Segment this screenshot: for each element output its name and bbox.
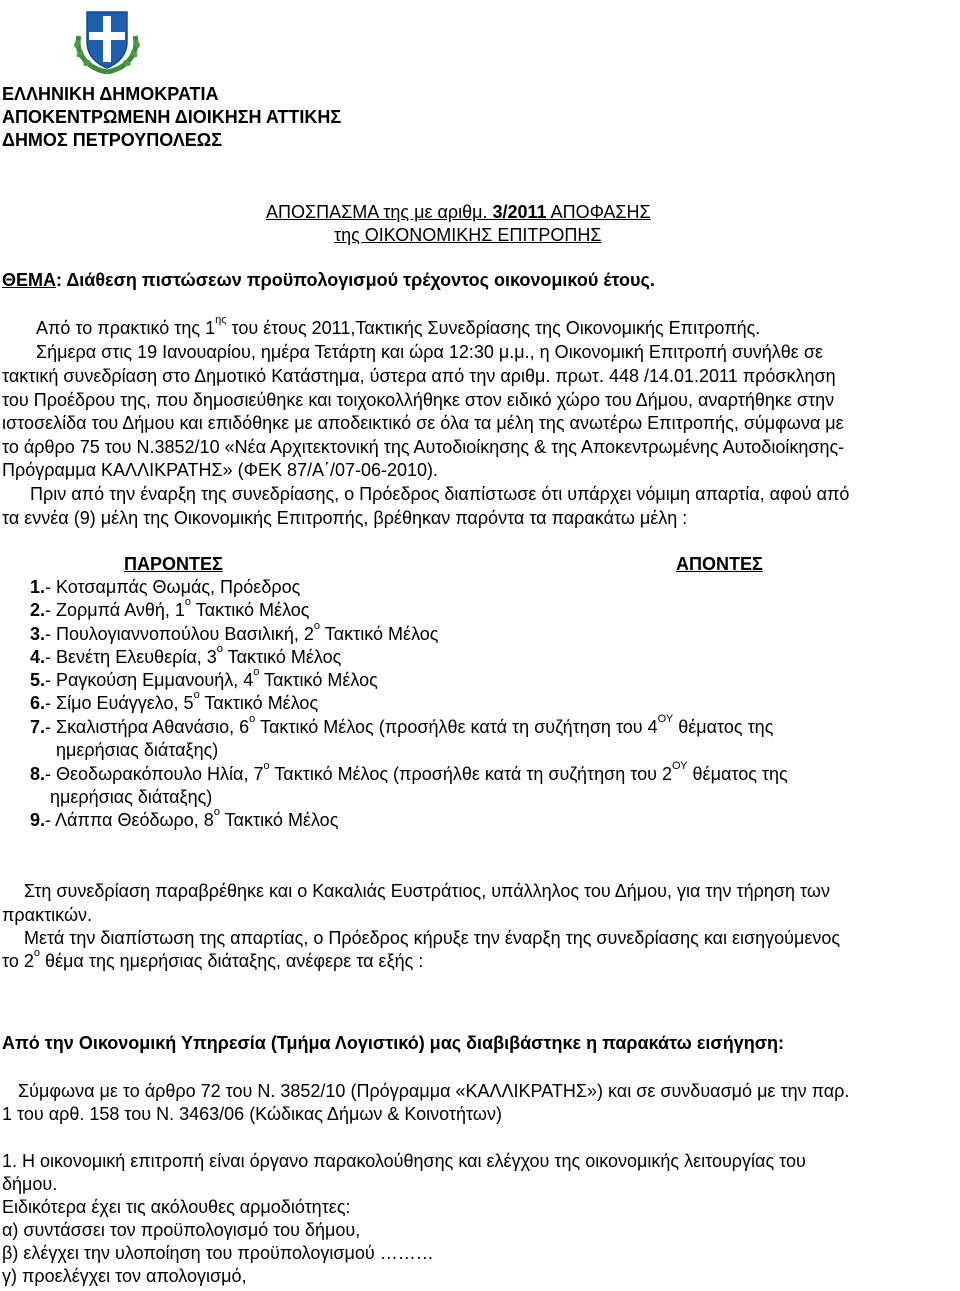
member-item: 4.- Βενέτη Ελευθερία, $3^o$ Τακτικό Μέλος	[30, 643, 342, 667]
proposal-heading: Από την Οικονομική Υπηρεσία (Τμήμα Λογιστικό) μας διαβιβάστηκε η παρακάτω εισήγηση:	[2, 1033, 785, 1053]
proposal-line-1: Σύμφωνα με το άρθρο 72 του Ν. 3852/10 (Πρόγραμμα «ΚΑΛΛΙΚΡΑΤΗΣ») και σε συνδυασμό με την παρ.	[18, 1081, 850, 1101]
intro-line-9: τα εννέα (9) μέλη της Οικονομικής Επιτροπής, βρέθηκαν παρόντα τα παρακάτω μέλη :	[2, 508, 688, 528]
title-prefix: ΑΠΟΣΠΑΣΜΑ της με αριθμ.	[266, 202, 493, 222]
proposal-line-5: Ειδικότερα έχει τις ακόλουθες αρμοδιότητες:	[2, 1197, 351, 1217]
subject-line	[2, 270, 655, 292]
member-item-continuation: ημερήσιας διάταξης)	[56, 740, 219, 760]
member-item: 9.- Λάππα Θεόδωρο, $8^o$ Τακτικό Μέλος	[30, 806, 339, 830]
title-suffix: ΑΠΟΦΑΣΗΣ	[546, 202, 651, 222]
document-title-line1	[266, 202, 651, 224]
intro-line-6: το άρθρο 75 του Ν.3852/10 «Νέα Αρχιτεκτονική της Αυτοδιοίκησης & της Αποκεντρωμένης Αυτοδιοίκησης-	[2, 437, 845, 457]
subject-text: : Διάθεση πιστώσεων προϋπολογισμού τρέχοντος οικονομικού έτους.	[56, 270, 655, 290]
secretary-line-1: Στη συνεδρίαση παραβρέθηκε και ο Κακαλιάς Ευστράτιος, υπάλληλος του Δήμου, για την τήρηση των	[24, 881, 830, 901]
absent-header: ΑΠΟΝΤΕΣ	[676, 554, 763, 574]
header-administration: ΑΠΟΚΕΝΤΡΩΜΕΝΗ ΔΙΟΙΚΗΣΗ ΑΤΤΙΚΗΣ	[2, 107, 342, 127]
proposal-line-8: γ) προελέγχει τον απολογισμό,	[2, 1266, 247, 1286]
greek-coat-of-arms-emblem	[65, 6, 149, 76]
proposal-line-7: β) ελέγχει την υλοποίηση του προϋπολογισμού ………	[2, 1243, 434, 1263]
proposal-line-4: δήμου.	[2, 1174, 58, 1194]
header-country: ΕΛΛΗΝΙΚΗ ΔΗΜΟΚΡΑΤΙΑ	[2, 84, 219, 104]
secretary-line-4: το $2^o$ θέμα της ημερήσιας διάταξης, ανέφερε τα εξής :	[2, 947, 424, 971]
proposal-line-3: 1. Η οικονομική επιτροπή είναι όργανο παρακολούθησης και ελέγχου της οικονομικής λειτουργίας του	[2, 1151, 806, 1171]
intro-line-7: Πρόγραμμα ΚΑΛΛΙΚΡΑΤΗΣ» (ΦΕΚ 87/Α΄/07-06-2010).	[2, 460, 439, 480]
present-header: ΠΑΡΟΝΤΕΣ	[124, 554, 223, 574]
proposal-line-6: α) συντάσσει τον προϋπολογισμό του δήμου,	[2, 1220, 361, 1240]
header-municipality: ΔΗΜΟΣ ΠΕΤΡΟΥΠΟΛΕΩΣ	[2, 130, 223, 150]
member-item: 7.- Σκαλιστήρα Αθανάσιο, $6^o$ Τακτικό Μέλος (προσήλθε κατά τη συζήτηση του $4^{O\Upsilon}$ θέματος της	[30, 713, 774, 737]
intro-line-1: Από το πρακτικό της $1^{\eta\varsigma}$ του έτους 2011,Τακτικής Συνεδρίασης της Οικονομικής Επιτροπής.	[36, 314, 761, 338]
intro-line-3: τακτική συνεδρίαση στο Δημοτικό Κατάστημα, ύστερα από την αριθμ. πρωτ. 448 /14.01.2011 πρόσκληση	[2, 366, 836, 386]
member-item-continuation: ημερήσιας διάταξης)	[50, 787, 213, 807]
secretary-line-3: Μετά την διαπίστωση της απαρτίας, ο Πρόεδρος κήρυξε την έναρξη της συνεδρίασης και εισηγούμενος	[24, 928, 841, 948]
decision-number: 3/2011	[492, 202, 547, 222]
proposal-line-2: 1 του αρθ. 158 του Ν. 3463/06 (Κώδικας Δήμων & Κοινοτήτων)	[2, 1104, 502, 1124]
intro-line-8: Πριν από την έναρξη της συνεδρίασης, ο Πρόεδρος διαπίστωσε ότι υπάρχει νόμιμη απαρτία, αφού από	[30, 484, 850, 504]
intro-line-5: ιστοσελίδα του Δήμου και επιδόθηκε με αποδεικτικό σε όλα τα μέλη της ανωτέρω Επιτροπής, σύμφωνα με	[2, 413, 844, 433]
document-title-line2: της ΟΙΚΟΝΟΜΙΚΗΣ ΕΠΙΤΡΟΠΗΣ	[334, 225, 602, 245]
member-item: 3.- Πουλογιαννοπούλου Βασιλική, $2^o$ Τακτικό Μέλος	[30, 620, 439, 644]
intro-line-4: του Προέδρου της, που δημοσιεύθηκε και τοιχοκολλήθηκε στον ειδικό χώρο του Δήμου, αναρτήθηκε στην	[2, 390, 835, 410]
secretary-line-2: πρακτικών.	[2, 905, 93, 925]
member-item: 8.- Θεοδωρακόπουλο Ηλία, $7^o$ Τακτικό Μέλος (προσήλθε κατά τη συζήτηση του $2^{O\Upsilon}$ θέματος της	[30, 760, 788, 784]
subject-label: ΘΕΜΑ	[2, 270, 56, 290]
member-item: 6.- Σίμο Ευάγγελο, $5^o$ Τακτικό Μέλος	[30, 689, 319, 713]
member-item: 5.- Ραγκούση Εμμανουήλ, $4^o$ Τακτικό Μέλος	[30, 666, 378, 690]
member-item: 2.- Ζορμπά Ανθή, $1^o$ Τακτικό Μέλος	[30, 596, 310, 620]
member-item: 1.- Κοτσαμπάς Θωμάς, Πρόεδρος	[30, 577, 301, 597]
intro-line-2: Σήμερα στις 19 Ιανουαρίου, ημέρα Τετάρτη και ώρα 12:30 μ.μ., η Οικονομική Επιτροπή συνήλθε σε	[36, 342, 823, 362]
